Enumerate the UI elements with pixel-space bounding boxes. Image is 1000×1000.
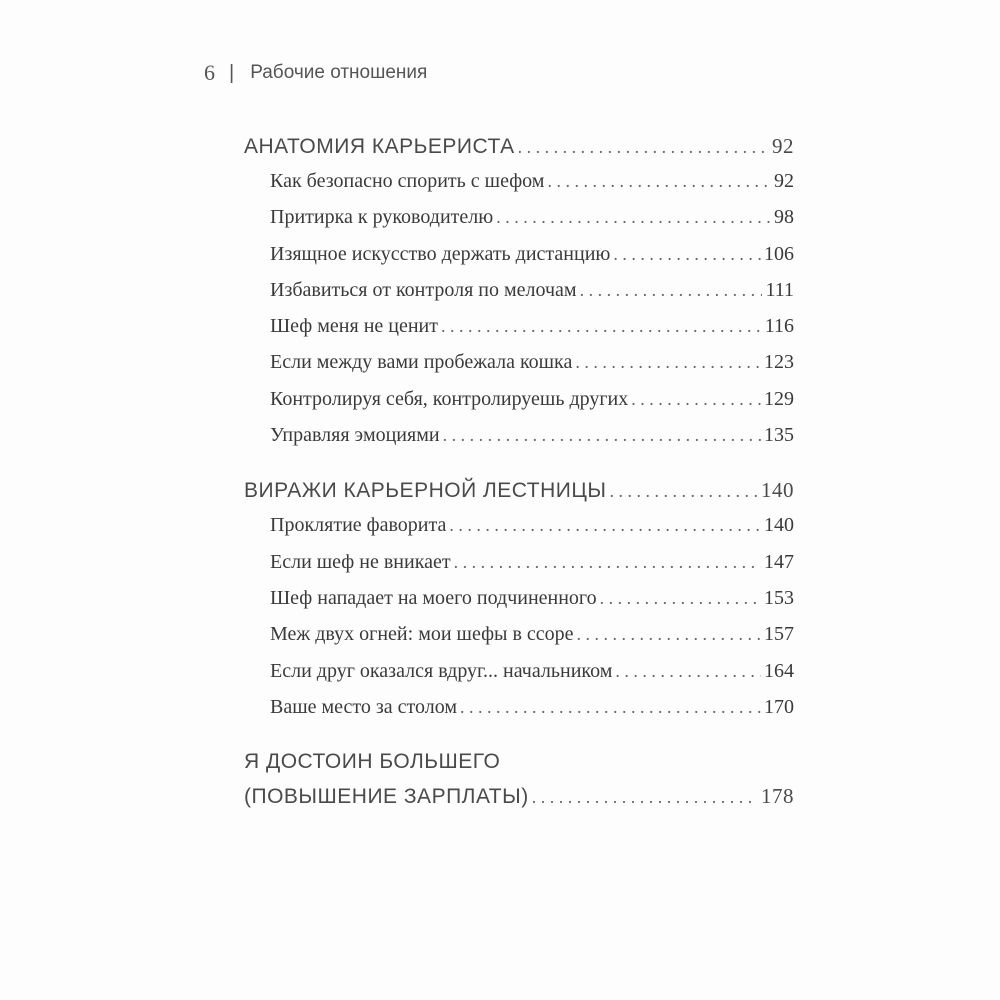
toc-entry[interactable] — [244, 388, 794, 424]
toc-entry[interactable] — [244, 424, 794, 460]
toc-page-number: 106 — [764, 242, 794, 265]
toc-page-number: 147 — [764, 550, 794, 573]
toc-entry[interactable] — [244, 587, 794, 623]
toc-page-number: 164 — [764, 659, 794, 682]
dot-leader — [580, 280, 763, 301]
toc-section-title: АНАТОМИЯ КАРЬЕРИСТА — [244, 135, 515, 158]
dot-leader — [449, 515, 761, 536]
toc-entry[interactable] — [244, 514, 794, 550]
dot-leader — [496, 207, 771, 228]
dot-leader — [600, 588, 761, 609]
toc-entry-title: Если друг оказался вдруг... начальником — [270, 659, 613, 682]
dot-leader — [609, 481, 758, 502]
toc-section-title-row — [244, 784, 794, 820]
toc-page-number: 178 — [761, 784, 794, 809]
page-number: 6 — [204, 60, 215, 85]
dot-leader — [454, 552, 761, 573]
toc-entry-title: Избавиться от контроля по мелочам — [270, 278, 577, 301]
toc-page-number: 135 — [764, 424, 794, 447]
toc-entry[interactable] — [244, 279, 794, 315]
dot-leader — [631, 389, 761, 410]
toc-page-number: 123 — [764, 351, 794, 374]
dot-leader — [577, 624, 761, 645]
toc-entry-title: Если между вами пробежала кошка — [270, 351, 573, 374]
toc-section-title: ВИРАЖИ КАРЬЕРНОЙ ЛЕСТНИЦЫ — [244, 479, 607, 503]
toc-section-heading[interactable] — [244, 134, 794, 170]
toc-entry-title: Меж двух огней: мои шефы в ссоре — [270, 623, 574, 646]
dot-leader — [547, 171, 771, 192]
dot-leader — [613, 244, 761, 265]
dot-leader — [443, 425, 761, 446]
dot-leader — [532, 787, 758, 808]
toc-entry-title: Как безопасно спорить с шефом — [270, 170, 545, 192]
toc-entry[interactable] — [244, 351, 794, 387]
dot-leader — [615, 661, 761, 682]
toc-section-heading[interactable] — [244, 478, 794, 514]
toc-page-number: 157 — [764, 623, 794, 646]
toc-section-heading[interactable] — [244, 750, 794, 820]
toc-entry[interactable] — [244, 623, 794, 659]
toc-page-number: 98 — [774, 206, 794, 229]
toc-section-title-line2: (ПОВЫШЕНИЕ ЗАРПЛАТЫ) — [244, 785, 529, 809]
toc-entry[interactable] — [244, 696, 794, 732]
toc-entry[interactable] — [244, 660, 794, 696]
dot-leader — [575, 352, 761, 373]
toc-entry-title: Шеф меня не ценит — [270, 315, 438, 338]
toc-entry-title: Ваше место за столом — [270, 695, 458, 718]
toc-page-number: 92 — [774, 170, 794, 192]
table-of-contents — [244, 134, 794, 820]
toc-page-number: 153 — [764, 586, 794, 609]
toc-page-number: 170 — [764, 695, 794, 718]
toc-page-number: 92 — [772, 134, 794, 158]
toc-entry[interactable] — [244, 170, 794, 206]
toc-entry-title: Изящное искусство держать дистанцию — [270, 242, 611, 265]
toc-entry[interactable] — [244, 551, 794, 587]
toc-section-title-line1: Я ДОСТОИН БОЛЬШЕГО — [244, 750, 501, 774]
toc-page-number: 140 — [761, 478, 794, 503]
toc-entry[interactable] — [244, 243, 794, 279]
running-head-title: Рабочие отношения — [250, 62, 428, 83]
dot-leader — [518, 137, 769, 158]
toc-entry-title: Притирка к руководителю — [270, 206, 494, 229]
toc-entry-title: Управляя эмоциями — [270, 424, 440, 447]
toc-page-number: 111 — [765, 278, 794, 301]
dot-leader — [460, 697, 761, 718]
toc-entry-title: Проклятие фаворита — [270, 514, 447, 537]
toc-page-number: 116 — [764, 315, 794, 338]
dot-leader — [441, 316, 762, 337]
running-head-separator: | — [229, 61, 235, 84]
toc-page-number: 140 — [764, 514, 794, 537]
toc-entry-title: Контролируя себя, контролируешь других — [270, 387, 629, 410]
toc-entry-title: Если шеф не вникает — [270, 550, 451, 573]
toc-entry[interactable] — [244, 206, 794, 242]
toc-entry-title: Шеф нападает на моего подчиненного — [270, 586, 597, 609]
running-head — [204, 58, 427, 88]
toc-page-number: 129 — [764, 387, 794, 410]
toc-entry[interactable] — [244, 315, 794, 351]
